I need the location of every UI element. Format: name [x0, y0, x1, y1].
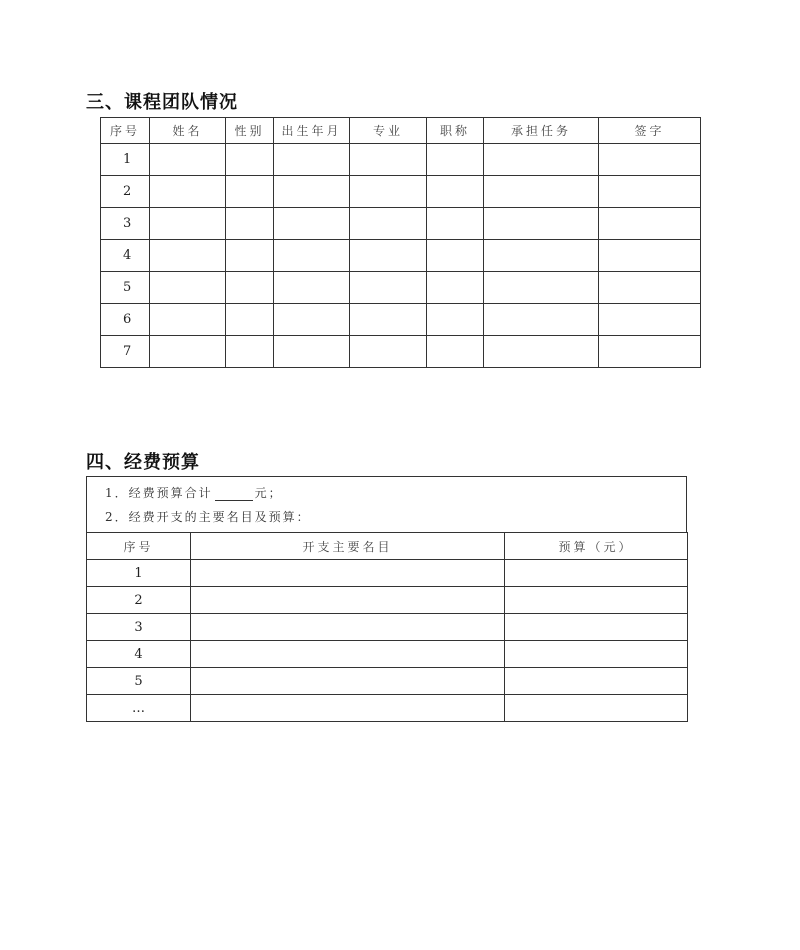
title-cell[interactable] [427, 304, 484, 336]
header-seq: 序号 [101, 118, 150, 144]
table-row [101, 176, 701, 208]
table-row [101, 272, 701, 304]
budget-table [86, 532, 688, 722]
row-number: 2 [101, 176, 150, 208]
expense-item-cell[interactable] [191, 641, 505, 668]
task-cell[interactable] [484, 272, 599, 304]
row-number: 3 [101, 208, 150, 240]
title-cell[interactable] [427, 208, 484, 240]
major-cell[interactable] [350, 208, 427, 240]
gender-cell[interactable] [226, 240, 274, 272]
signature-cell[interactable] [599, 336, 701, 368]
title-cell[interactable] [427, 336, 484, 368]
table-row [101, 336, 701, 368]
task-cell[interactable] [484, 176, 599, 208]
section-4-title: 四、经费预算 [86, 452, 200, 473]
task-cell[interactable] [484, 240, 599, 272]
signature-cell[interactable] [599, 208, 701, 240]
gender-cell[interactable] [226, 336, 274, 368]
signature-cell[interactable] [599, 144, 701, 176]
budget-total-label: 1．经费预算合计 [105, 486, 213, 500]
budget-amount-cell[interactable] [505, 614, 688, 641]
row-number: 4 [101, 240, 150, 272]
table-row [87, 560, 688, 587]
task-cell[interactable] [484, 144, 599, 176]
name-cell[interactable] [150, 144, 226, 176]
birth-cell[interactable] [274, 240, 350, 272]
gender-cell[interactable] [226, 272, 274, 304]
name-cell[interactable] [150, 304, 226, 336]
signature-cell[interactable] [599, 176, 701, 208]
table-row [87, 614, 688, 641]
row-number: 2 [87, 587, 191, 614]
task-cell[interactable] [484, 336, 599, 368]
header-title: 职称 [427, 118, 484, 144]
budget-table-header-row [87, 533, 688, 560]
table-row [87, 641, 688, 668]
title-cell[interactable] [427, 144, 484, 176]
gender-cell[interactable] [226, 176, 274, 208]
budget-total-unit: 元； [254, 486, 283, 500]
name-cell[interactable] [150, 240, 226, 272]
gender-cell[interactable] [226, 144, 274, 176]
budget-amount-cell[interactable] [505, 695, 688, 722]
birth-cell[interactable] [274, 208, 350, 240]
expense-item-cell[interactable] [191, 668, 505, 695]
title-cell[interactable] [427, 272, 484, 304]
major-cell[interactable] [350, 336, 427, 368]
budget-amount-cell[interactable] [505, 587, 688, 614]
row-number: 1 [87, 560, 191, 587]
name-cell[interactable] [150, 336, 226, 368]
row-number: 6 [101, 304, 150, 336]
task-cell[interactable] [484, 208, 599, 240]
signature-cell[interactable] [599, 272, 701, 304]
header-name: 姓名 [150, 118, 226, 144]
name-cell[interactable] [150, 176, 226, 208]
expense-item-cell[interactable] [191, 587, 505, 614]
table-row [101, 208, 701, 240]
budget-amount-cell[interactable] [505, 560, 688, 587]
header-birth: 出生年月 [274, 118, 350, 144]
table-row [101, 144, 701, 176]
header-major: 专业 [350, 118, 427, 144]
row-number: 4 [87, 641, 191, 668]
row-number: 5 [101, 272, 150, 304]
row-number: 1 [101, 144, 150, 176]
name-cell[interactable] [150, 272, 226, 304]
row-number: 3 [87, 614, 191, 641]
name-cell[interactable] [150, 208, 226, 240]
budget-items-line: 2．经费开支的主要名目及预算： [105, 510, 311, 524]
header-seq: 序号 [87, 533, 191, 560]
expense-item-cell[interactable] [191, 614, 505, 641]
expense-item-cell[interactable] [191, 695, 505, 722]
signature-cell[interactable] [599, 240, 701, 272]
major-cell[interactable] [350, 176, 427, 208]
section-3-title: 三、课程团队情况 [86, 92, 238, 113]
table-row [87, 668, 688, 695]
birth-cell[interactable] [274, 144, 350, 176]
budget-summary-box [86, 476, 687, 533]
gender-cell[interactable] [226, 208, 274, 240]
budget-amount-cell[interactable] [505, 668, 688, 695]
budget-total-line [105, 481, 686, 505]
birth-cell[interactable] [274, 304, 350, 336]
gender-cell[interactable] [226, 304, 274, 336]
row-number: … [87, 695, 191, 722]
signature-cell[interactable] [599, 304, 701, 336]
major-cell[interactable] [350, 272, 427, 304]
table-row [87, 587, 688, 614]
header-budget-amount: 预算（元） [505, 533, 688, 560]
course-team-table [100, 117, 701, 368]
major-cell[interactable] [350, 144, 427, 176]
birth-cell[interactable] [274, 272, 350, 304]
budget-total-blank[interactable] [215, 486, 253, 501]
header-task: 承担任务 [484, 118, 599, 144]
table-row [101, 240, 701, 272]
team-table-header-row [101, 118, 701, 144]
budget-intro [87, 477, 687, 534]
header-gender: 性别 [226, 118, 274, 144]
row-number: 7 [101, 336, 150, 368]
birth-cell[interactable] [274, 336, 350, 368]
birth-cell[interactable] [274, 176, 350, 208]
major-cell[interactable] [350, 304, 427, 336]
title-cell[interactable] [427, 176, 484, 208]
table-row [87, 695, 688, 722]
budget-amount-cell[interactable] [505, 641, 688, 668]
table-row [101, 304, 701, 336]
expense-item-cell[interactable] [191, 560, 505, 587]
header-expense-item: 开支主要名目 [191, 533, 505, 560]
row-number: 5 [87, 668, 191, 695]
major-cell[interactable] [350, 240, 427, 272]
title-cell[interactable] [427, 240, 484, 272]
header-signature: 签字 [599, 118, 701, 144]
task-cell[interactable] [484, 304, 599, 336]
